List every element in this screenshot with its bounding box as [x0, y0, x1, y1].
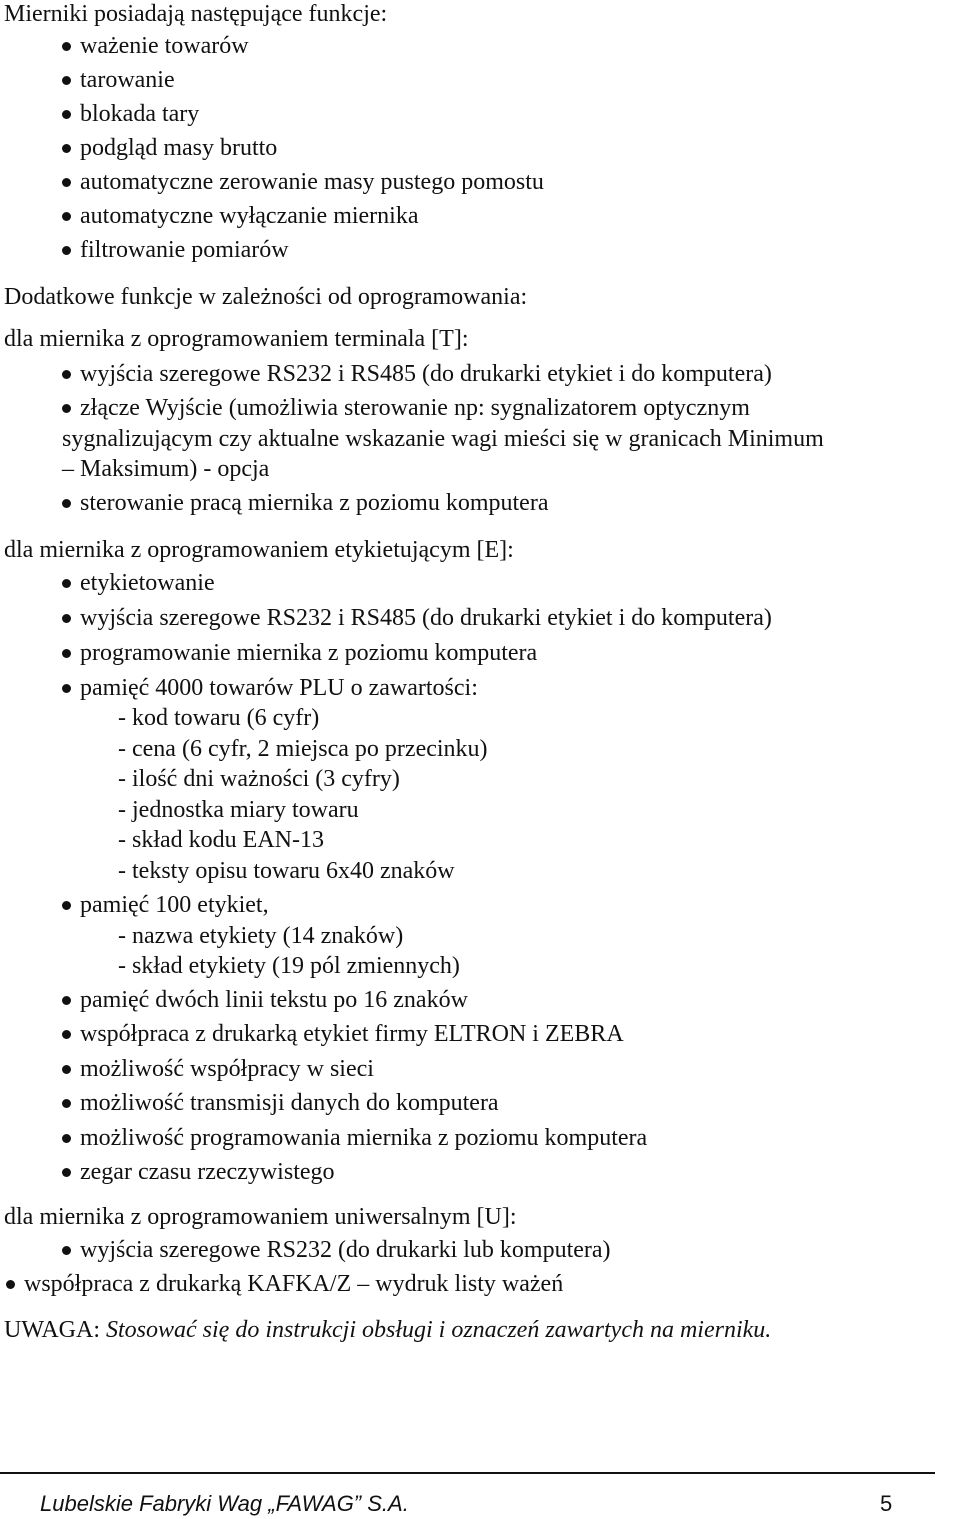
footer-divider	[0, 1472, 935, 1474]
bullet-icon	[62, 1099, 71, 1108]
function-item: automatyczne wyłączanie miernika	[80, 203, 419, 229]
bullet-icon	[62, 144, 71, 153]
bullet-icon	[62, 901, 71, 910]
label-item: - nazwa etykiety (14 znaków)	[118, 923, 404, 949]
bullet-icon	[6, 1280, 15, 1289]
function-item: blokada tary	[80, 101, 200, 127]
bullet-icon	[62, 178, 71, 187]
bullet-icon	[62, 499, 71, 508]
terminal-serial: wyjścia szeregowe RS232 i RS485 (do drukarki etykiet i do komputera)	[80, 361, 772, 387]
labeling-other-item: zegar czasu rzeczywistego	[80, 1159, 335, 1185]
bullet-icon	[62, 42, 71, 51]
plu-memory: pamięć 4000 towarów PLU o zawartości:	[80, 675, 478, 701]
plu-item: - kod towaru (6 cyfr)	[118, 705, 320, 731]
labeling-heading: dla miernika z oprogramowaniem etykietującym [E]:	[4, 537, 514, 563]
labeling-item: etykietowanie	[80, 570, 215, 596]
labeling-other-item: możliwość współpracy w sieci	[80, 1056, 374, 1082]
bullet-icon	[62, 1246, 71, 1255]
label-memory: pamięć 100 etykiet,	[80, 892, 269, 918]
bullet-icon	[62, 684, 71, 693]
bullet-icon	[62, 1030, 71, 1039]
bullet-icon	[62, 404, 71, 413]
bullet-icon	[62, 614, 71, 623]
bullet-icon	[62, 996, 71, 1005]
labeling-serial: wyjścia szeregowe RS232 i RS485 (do drukarki etykiet i do komputera)	[80, 605, 772, 631]
note-text: Stosować się do instrukcji obsługi i oznaczeń zawartych na mierniku.	[106, 1317, 772, 1343]
plu-item: - jednostka miary towaru	[118, 797, 359, 823]
labeling-other-item: współpraca z drukarką etykiet firmy ELTRON i ZEBRA	[80, 1021, 624, 1047]
labeling-other-item: możliwość programowania miernika z poziomu komputera	[80, 1125, 648, 1151]
universal-heading: dla miernika z oprogramowaniem uniwersalnym [U]:	[4, 1204, 517, 1230]
labeling-programming: programowanie miernika z poziomu komputera	[80, 640, 538, 666]
plu-item: - cena (6 cyfr, 2 miejsca po przecinku)	[118, 736, 488, 762]
terminal-heading: dla miernika z oprogramowaniem terminala [T]:	[4, 326, 469, 352]
labeling-other-item: pamięć dwóch linii tekstu po 16 znaków	[80, 987, 468, 1013]
footer-company: Lubelskie Fabryki Wag „FAWAG” S.A.	[40, 1491, 409, 1516]
plu-item: - ilość dni ważności (3 cyfry)	[118, 766, 400, 792]
labeling-other-item: możliwość transmisji danych do komputera	[80, 1090, 499, 1116]
bullet-icon	[62, 76, 71, 85]
plu-item: - skład kodu EAN-13	[118, 827, 324, 853]
bullet-icon	[62, 579, 71, 588]
plu-item: - teksty opisu towaru 6x40 znaków	[118, 858, 455, 884]
bullet-icon	[62, 246, 71, 255]
function-item: automatyczne zerowanie masy pustego pomostu	[80, 169, 544, 195]
universal-serial: wyjścia szeregowe RS232 (do drukarki lub komputera)	[80, 1237, 611, 1263]
function-item: filtrowanie pomiarów	[80, 237, 289, 263]
terminal-output-line3: – Maksimum) - opcja	[62, 456, 270, 482]
bullet-icon	[62, 649, 71, 658]
note-label: UWAGA:	[4, 1317, 100, 1343]
terminal-output-line2: sygnalizującym czy aktualne wskazanie wagi mieści się w granicach Minimum	[62, 426, 824, 452]
note	[4, 1316, 771, 1344]
function-item: ważenie towarów	[80, 33, 249, 59]
terminal-control: sterowanie pracą miernika z poziomu komputera	[80, 490, 549, 516]
terminal-output-line1: złącze Wyjście (umożliwia sterowanie np: sygnalizatorem optycznym	[80, 395, 750, 421]
bullet-icon	[62, 212, 71, 221]
universal-kafka: współpraca z drukarką KAFKA/Z – wydruk listy ważeń	[24, 1271, 564, 1297]
page-number: 5	[880, 1491, 893, 1516]
label-item: - skład etykiety (19 pól zmiennych)	[118, 953, 460, 979]
bullet-icon	[62, 1065, 71, 1074]
intro-text: Mierniki posiadają następujące funkcje:	[4, 1, 388, 27]
bullet-icon	[62, 110, 71, 119]
bullet-icon	[62, 1134, 71, 1143]
function-item: tarowanie	[80, 67, 175, 93]
bullet-icon	[62, 370, 71, 379]
function-item: podgląd masy brutto	[80, 135, 278, 161]
bullet-icon	[62, 1168, 71, 1177]
additional-heading: Dodatkowe funkcje w zależności od oprogramowania:	[4, 284, 528, 310]
